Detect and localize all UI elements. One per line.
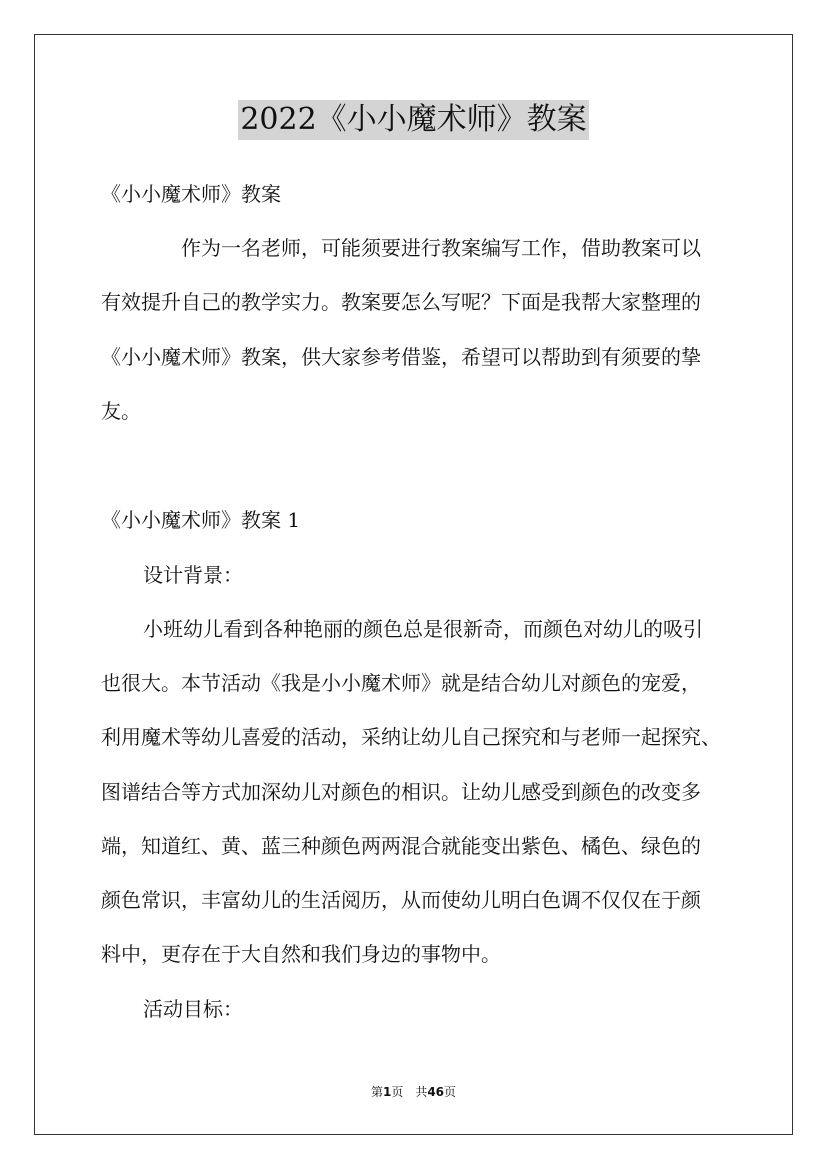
background-line-2: 也很大。本节活动《我是小小魔术师》就是结合幼儿对颜色的宠爱， — [101, 671, 701, 695]
title-container — [0, 100, 827, 140]
footer-suffix: 页 — [444, 1085, 457, 1099]
background-line-4: 图谱结合等方式加深幼儿对颜色的相识。让幼儿感受到颜色的改变多 — [101, 780, 701, 804]
footer-mid: 页 共 — [391, 1085, 428, 1099]
footer-prefix: 第 — [370, 1085, 383, 1099]
footer-total-pages: 46 — [427, 1085, 445, 1099]
background-line-3: 利用魔术等幼儿喜爱的活动，采纳让幼儿自己探究和与老师一起探究、 — [101, 725, 721, 749]
background-line-1: 小班幼儿看到各种艳丽的颜色总是很新奇，而颜色对幼儿的吸引 — [143, 617, 703, 641]
page-footer — [0, 1084, 827, 1100]
background-line-6: 颜色常识，丰富幼儿的生活阅历，从而使幼儿明白色调不仅仅在于颜 — [101, 888, 701, 912]
intro-line-1: 作为一名老师，可能须要进行教案编写工作，借助教案可以 — [181, 236, 701, 260]
goal-heading: 活动目标： — [143, 997, 243, 1021]
footer-page-number: 1 — [382, 1085, 392, 1099]
background-line-5: 端，知道红、黄、蓝三种颜色两两混合就能变出紫色、橘色、绿色的 — [101, 834, 701, 858]
background-line-7: 料中，更存在于大自然和我们身边的事物中。 — [101, 942, 501, 966]
intro-line-4: 友。 — [101, 399, 141, 423]
section-title: 《小小魔术师》教案 1 — [101, 508, 301, 532]
document-subtitle: 《小小魔术师》教案 — [101, 182, 281, 206]
document-title: 2022《小小魔术师》教案 — [238, 100, 588, 140]
intro-line-2: 有效提升自己的教学实力。教案要怎么写呢？下面是我帮大家整理的 — [101, 290, 701, 314]
intro-line-3: 《小小魔术师》教案，供大家参考借鉴，希望可以帮助到有须要的挚 — [101, 345, 701, 369]
design-heading: 设计背景： — [143, 563, 243, 587]
